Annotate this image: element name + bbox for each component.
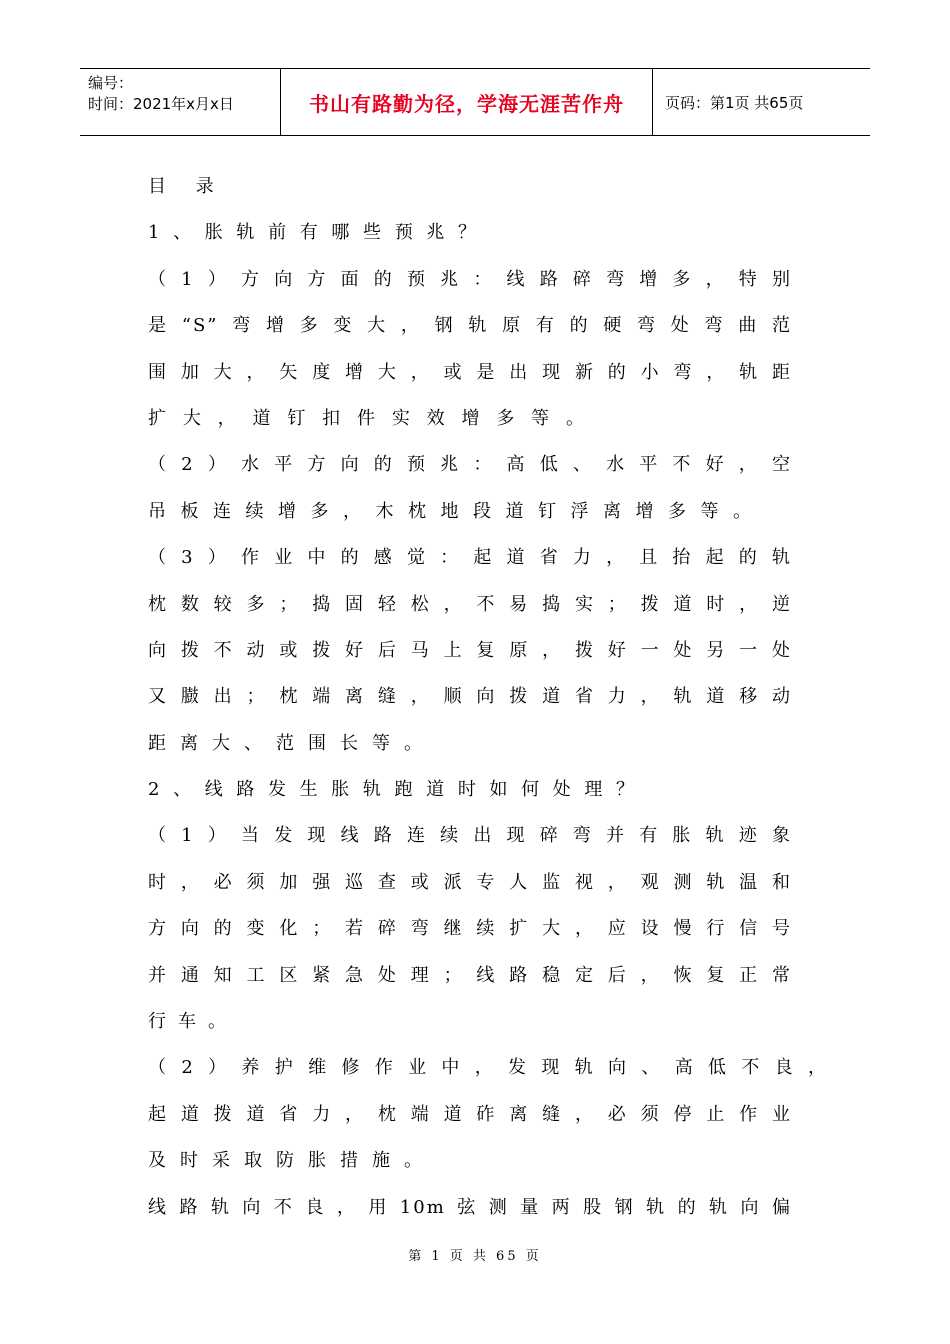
body-line: 向拨不动或拨好后马上复原，拨好一处另一处 — [148, 639, 792, 661]
body-line: 方向的变化；若碎弯继续扩大，应设慢行信号 — [148, 918, 792, 940]
body-line: 时，必须加强巡查或派专人监视，观测轨温和 — [148, 871, 792, 893]
document-body — [148, 164, 828, 1231]
header-meta — [80, 69, 281, 135]
document-number: 编号： — [88, 74, 134, 92]
body-line: 扩大，道钉扣件实效增多等。 — [148, 407, 586, 429]
toc-heading: 目 录 — [148, 176, 226, 197]
body-line: （2）水平方向的预兆：高低、水平不好，空 — [148, 454, 792, 476]
header-page-info: 页码：第1页 共65页 — [665, 93, 804, 112]
body-line: 吊板连续增多，木枕地段道钉浮离增多等。 — [148, 500, 753, 522]
body-line: 行车。 — [148, 1011, 228, 1033]
body-line: 枕数较多；捣固轻松，不易捣实；拨道时，逆 — [148, 593, 792, 615]
body-line: 线路轨向不良，用10m弦测量两股钢轨的轨向偏 — [148, 1196, 792, 1218]
body-line: （3）作业中的感觉：起道省力，且抬起的轨 — [148, 547, 792, 569]
document-date: 时间：2021年x月x日 — [88, 95, 234, 113]
body-line: （1）当发现线路连续出现碎弯并有胀轨迹象 — [148, 825, 792, 847]
body-line: 及时采取防胀措施。 — [148, 1150, 424, 1172]
body-line: （2）养护维修作业中，发现轨向、高低不良， — [148, 1057, 828, 1079]
question-heading-2: 2、线路发生胀轨跑道时如何处理？ — [148, 779, 636, 801]
page-footer: 第 1 页 共 65 页 — [408, 1249, 542, 1264]
header-motto: 书山有路勤为径，学海无涯苦作舟 — [281, 69, 653, 135]
body-line: 围加大，矢度增大，或是出现新的小弯，轨距 — [148, 361, 792, 383]
body-line: 并通知工区紧急处理；线路稳定后，恢复正常 — [148, 964, 792, 986]
body-line: 距离大、范围长等。 — [148, 732, 424, 754]
body-line: 又臌出；枕端离缝，顺向拨道省力，轨道移动 — [148, 686, 792, 708]
body-line: 起道拨道省力，枕端道砟离缝，必须停止作业 — [148, 1103, 792, 1125]
body-line: （1）方向方面的预兆：线路碎弯增多，特别 — [148, 268, 792, 290]
body-line: 是“S”弯增多变大，钢轨原有的硬弯处弯曲范 — [148, 315, 792, 337]
question-heading-1: 1、胀轨前有哪些预兆？ — [148, 222, 478, 244]
page-header — [80, 68, 870, 136]
